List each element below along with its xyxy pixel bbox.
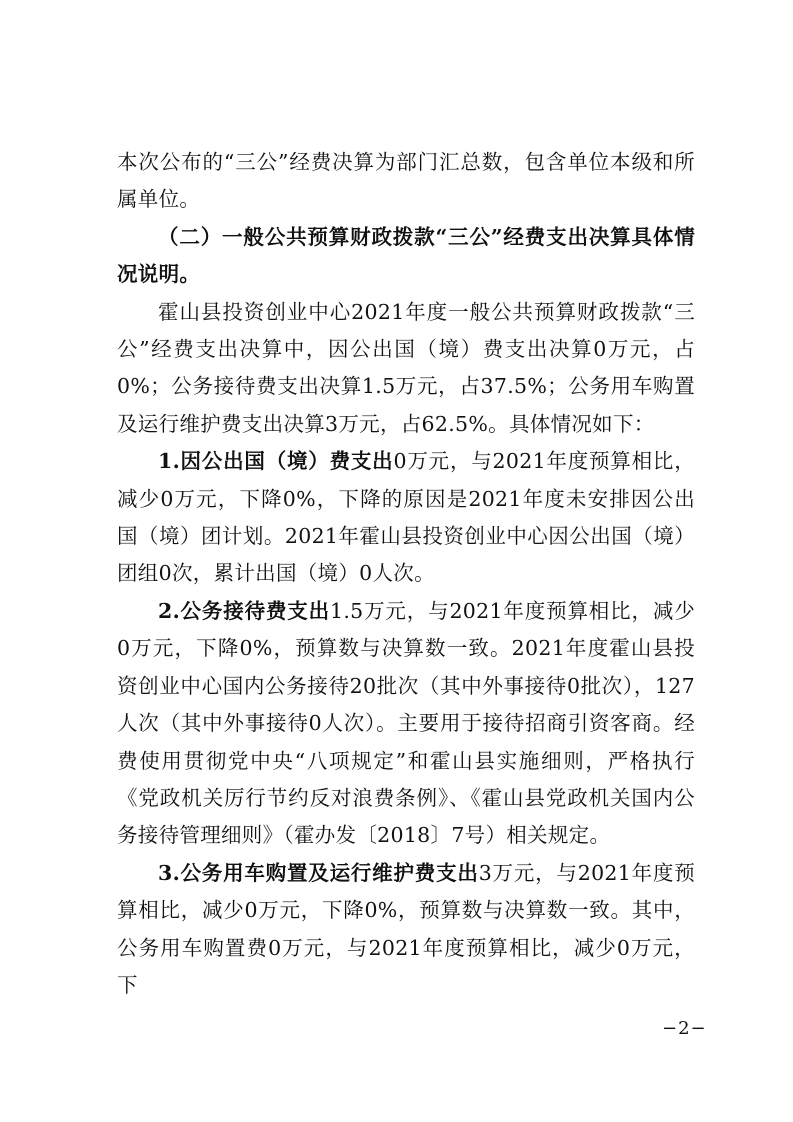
paragraph-lead: 3.公务用车购置及运行维护费支出: [158, 860, 479, 885]
paragraph-overseas-travel: [117, 443, 695, 593]
paragraph-text: 0万元，与2021年度预算相比，减少0万元，下降0%，下降的原因是2021年度未安排因公出国（境）团计划。2021年霍山县投资创业中心因公出国（境）团组0次，累计出国（境）0人次。: [117, 449, 695, 586]
paragraph-summary: [117, 294, 695, 444]
paragraph-text: 霍山县投资创业中心2021年度一般公共预算财政拨款“三公”经费支出决算中，因公出国（境）费支出决算0万元，占0%；公务接待费支出决算1.5万元，占37.5%；公务用车购置及运行维护费支出决算3万元，占62.5%。具体情况如下：: [117, 299, 695, 436]
paragraph-vehicles: [117, 855, 695, 1005]
paragraph-lead: 2.公务接待费支出: [158, 598, 331, 623]
section-heading: [117, 219, 695, 294]
paragraph-lead: （二）一般公共预算财政拨款“三公”经费支出决算具体情况说明。: [117, 224, 695, 287]
paragraph-text: 1.5万元，与2021年度预算相比，减少0万元，下降0%，预算数与决算数一致。2021年度霍山县投资创业中心国内公务接待20批次（其中外事接待0批次），127人次（其中外事接待0人次）。主要用于接待招商引资客商。经费使用贯彻党中央“八项规定”和霍山县实施细则，严格执行《党政机关厉行节约反对浪费条例》、《霍山县党政机关国内公务接待管理细则》（霍办发〔2018〕7号）相关规定。: [117, 598, 695, 848]
paragraph-lead: 1.因公出国（境）费支出: [158, 449, 394, 474]
paragraph-scope-note: [117, 144, 695, 219]
page-number: −2−: [662, 1018, 707, 1039]
paragraph-text: 本次公布的“三公”经费决算为部门汇总数，包含单位本级和所属单位。: [117, 150, 695, 212]
paragraph-reception: [117, 593, 695, 855]
paragraph-text: 3万元，与2021年度预算相比，减少0万元，下降0%，预算数与决算数一致。其中，公务用车购置费0万元，与2021年度预算相比，减少0万元，下: [117, 860, 695, 997]
body-text: [117, 144, 695, 1004]
